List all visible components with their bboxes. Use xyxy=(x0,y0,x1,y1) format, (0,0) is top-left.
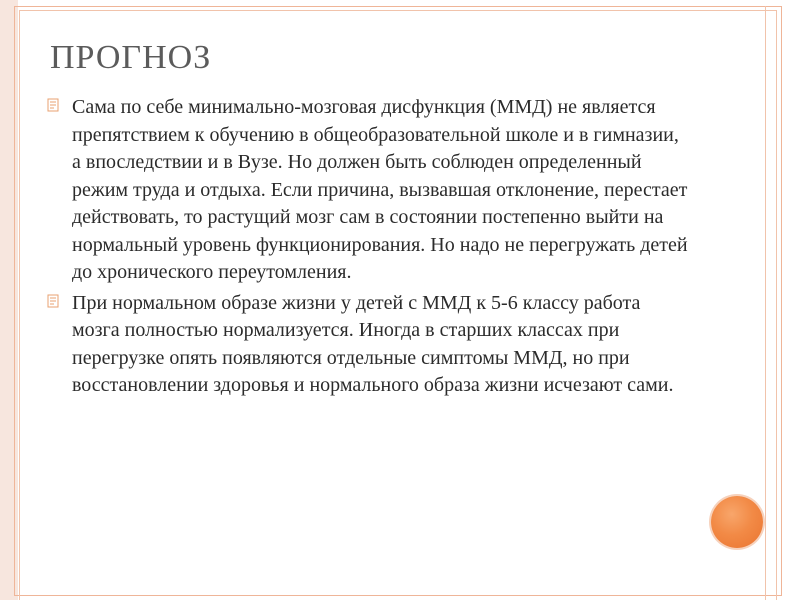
bullet-text: При нормальном образе жизни у детей с ММД к 5-6 классу работа мозга полностью нормализуется. Иногда в старших классах при перегрузке опять появляются отдельные симптомы ММД, но при восстановлении здоровья и нормального образа жизни исчезают сами. xyxy=(72,291,674,396)
bullet-item xyxy=(72,94,692,287)
bullet-text: Сама по себе минимально-мозговая дисфункция (ММД) не является препятствием к обучению в общеобразовательной школе и в гимназии, а впоследствии и в Вузе. Но должен быть соблюден определенный режим труда и отдыха. Если причина, вызвавшая отклонение, перестает действовать, то растущий мозг сам в состоянии постепенно выйти на нормальный уровень функционирования. Но надо не перегружать детей до хронического переутомления. xyxy=(72,96,688,283)
bullet-list xyxy=(72,94,692,403)
slide-title: ПРОГНОЗ xyxy=(50,39,212,76)
bullet-icon xyxy=(46,97,60,113)
slide-frame-rule xyxy=(765,6,766,600)
bullet-icon xyxy=(46,293,60,309)
bullet-item xyxy=(72,290,692,400)
accent-circle xyxy=(711,496,763,548)
